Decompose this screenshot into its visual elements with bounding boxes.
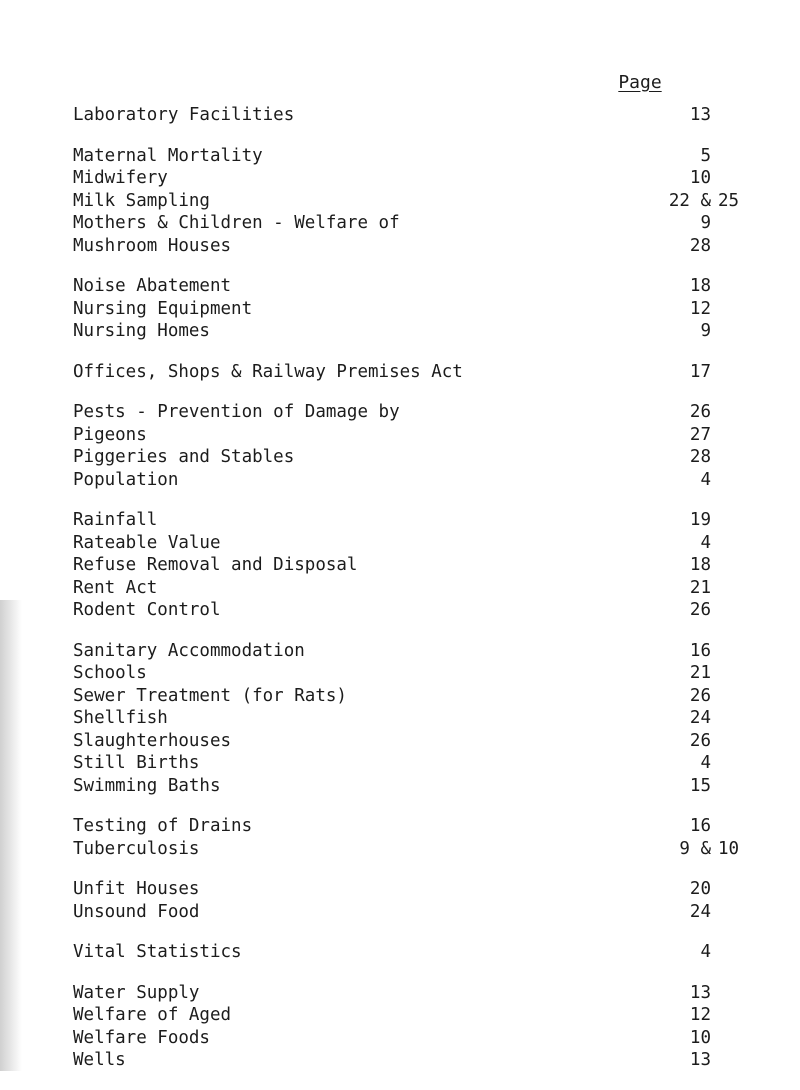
- entry-page-number: 9: [700, 321, 711, 341]
- page-column-header: Page: [618, 72, 662, 93]
- entry-title: Rent Act: [73, 577, 158, 598]
- entry-title: Pigeons: [73, 424, 147, 445]
- entry-page-number: 24: [689, 708, 711, 728]
- index-entry: [73, 446, 773, 469]
- entry-page-number: 10: [689, 168, 711, 188]
- entry-page-number: 17: [689, 361, 711, 382]
- index-group: [73, 145, 773, 258]
- index-group: [73, 982, 773, 1072]
- entry-title: Tuberculosis: [73, 838, 200, 859]
- entry-page-number: 9 &: [679, 838, 711, 859]
- entry-page-number: 13: [689, 1050, 711, 1070]
- index-group: [73, 941, 773, 964]
- entry-title: Nursing Equipment: [73, 298, 253, 319]
- index-entry: [73, 145, 773, 168]
- index-entry: [73, 878, 773, 901]
- index-group: [73, 361, 773, 384]
- entry-page-number: 24: [689, 901, 711, 922]
- entry-title: Pests - Prevention of Damage by: [73, 402, 400, 422]
- index-entry: [73, 190, 773, 213]
- index-group: [73, 640, 773, 798]
- entry-page-number: 10: [689, 1027, 711, 1048]
- index-group: [73, 104, 773, 127]
- entry-page-number: 18: [689, 555, 711, 575]
- entry-page-number: 19: [689, 510, 711, 530]
- entry-page-number: 12: [689, 1005, 711, 1025]
- index-entry: [73, 469, 773, 492]
- entry-title: Welfare Foods: [73, 1027, 210, 1048]
- entry-extra-page-number: 25: [718, 190, 740, 211]
- index-entry: [73, 424, 773, 447]
- index-group: [73, 401, 773, 491]
- index-entry: [73, 320, 773, 343]
- entry-page-number: 28: [689, 447, 711, 467]
- entry-title: Laboratory Facilities: [73, 105, 295, 125]
- entry-title: Water Supply: [73, 982, 200, 1003]
- index-entry: [73, 775, 773, 798]
- index-group: [73, 878, 773, 923]
- entry-title: Milk Sampling: [73, 190, 210, 211]
- index-entry: [73, 901, 773, 924]
- entry-title: Noise Abatement: [73, 276, 232, 296]
- entry-page-number: 26: [689, 685, 711, 706]
- index-entry: [73, 707, 773, 730]
- index-entry: [73, 662, 773, 685]
- entry-title: Population: [73, 469, 179, 490]
- entry-page-number: 4: [700, 753, 711, 773]
- entry-title: Offices, Shops & Railway Premises Act: [73, 361, 463, 382]
- entry-title: Schools: [73, 663, 147, 683]
- index-group: [73, 815, 773, 860]
- index-group: [73, 509, 773, 622]
- entry-page-number: 21: [689, 577, 711, 598]
- entry-page-number: 20: [689, 879, 711, 899]
- entry-page-number: 26: [689, 600, 711, 620]
- index-entry: [73, 104, 773, 127]
- entry-title: Sanitary Accommodation: [73, 640, 305, 661]
- entry-page-number: 21: [689, 663, 711, 683]
- index-group: [73, 275, 773, 343]
- entry-title: Mushroom Houses: [73, 235, 232, 256]
- entry-title: Piggeries and Stables: [73, 447, 295, 467]
- entry-page-number: 4: [700, 532, 711, 553]
- entry-title: Wells: [73, 1050, 126, 1070]
- index-entry: [73, 167, 773, 190]
- entry-page-number: 16: [689, 816, 711, 836]
- entry-page-number: 18: [689, 276, 711, 296]
- index-entry: [73, 298, 773, 321]
- entry-page-number: 28: [689, 235, 711, 256]
- entry-title: Welfare of Aged: [73, 1005, 232, 1025]
- entry-title: Rainfall: [73, 510, 158, 530]
- entry-title: Unsound Food: [73, 901, 200, 922]
- scan-edge-shadow: [0, 600, 22, 1071]
- index-entry: [73, 982, 773, 1005]
- index-entry: [73, 577, 773, 600]
- index-entry: [73, 361, 773, 384]
- entry-page-number: 22 &: [668, 190, 711, 211]
- entry-page-number: 26: [689, 402, 711, 422]
- entry-page-number: 12: [689, 298, 711, 319]
- index-entry: [73, 685, 773, 708]
- index-entry: [73, 235, 773, 258]
- entry-title: Sewer Treatment (for Rats): [73, 685, 347, 706]
- entry-extra-page-number: 10: [718, 838, 740, 859]
- entry-title: Rateable Value: [73, 532, 221, 553]
- index-entry: [73, 554, 773, 577]
- entry-title: Swimming Baths: [73, 775, 221, 796]
- entry-page-number: 13: [689, 105, 711, 125]
- entry-page-number: 13: [689, 982, 711, 1003]
- entry-title: Slaughterhouses: [73, 730, 232, 751]
- entry-title: Unfit Houses: [73, 879, 200, 899]
- index-entry: [73, 640, 773, 663]
- entry-page-number: 9: [700, 213, 711, 233]
- index-entry: [73, 1049, 773, 1072]
- entry-page-number: 4: [700, 469, 711, 490]
- entry-title: Still Births: [73, 753, 200, 773]
- index-entry: [73, 941, 773, 964]
- entry-page-number: 16: [689, 640, 711, 661]
- entry-title: Maternal Mortality: [73, 145, 263, 166]
- index-entry: [73, 815, 773, 838]
- entry-page-number: 26: [689, 730, 711, 751]
- index-entry: [73, 1027, 773, 1050]
- index-entry: [73, 509, 773, 532]
- index-entry: [73, 401, 773, 424]
- entry-title: Refuse Removal and Disposal: [73, 555, 358, 575]
- entry-title: Mothers & Children - Welfare of: [73, 213, 400, 233]
- index-entry: [73, 532, 773, 555]
- index-entry: [73, 275, 773, 298]
- entry-title: Midwifery: [73, 168, 168, 188]
- index-entry: [73, 212, 773, 235]
- index-entry: [73, 1004, 773, 1027]
- entry-page-number: 4: [700, 942, 711, 962]
- entry-page-number: 15: [689, 775, 711, 796]
- index-entry: [73, 838, 773, 861]
- index-entry: [73, 730, 773, 753]
- entry-title: Testing of Drains: [73, 816, 253, 836]
- index-entry: [73, 599, 773, 622]
- entry-page-number: 27: [689, 424, 711, 445]
- index-list: [73, 104, 773, 1090]
- entry-page-number: 5: [700, 145, 711, 166]
- index-entry: [73, 752, 773, 775]
- entry-title: Shellfish: [73, 708, 168, 728]
- entry-title: Rodent Control: [73, 600, 221, 620]
- entry-title: Nursing Homes: [73, 321, 210, 341]
- entry-title: Vital Statistics: [73, 942, 242, 962]
